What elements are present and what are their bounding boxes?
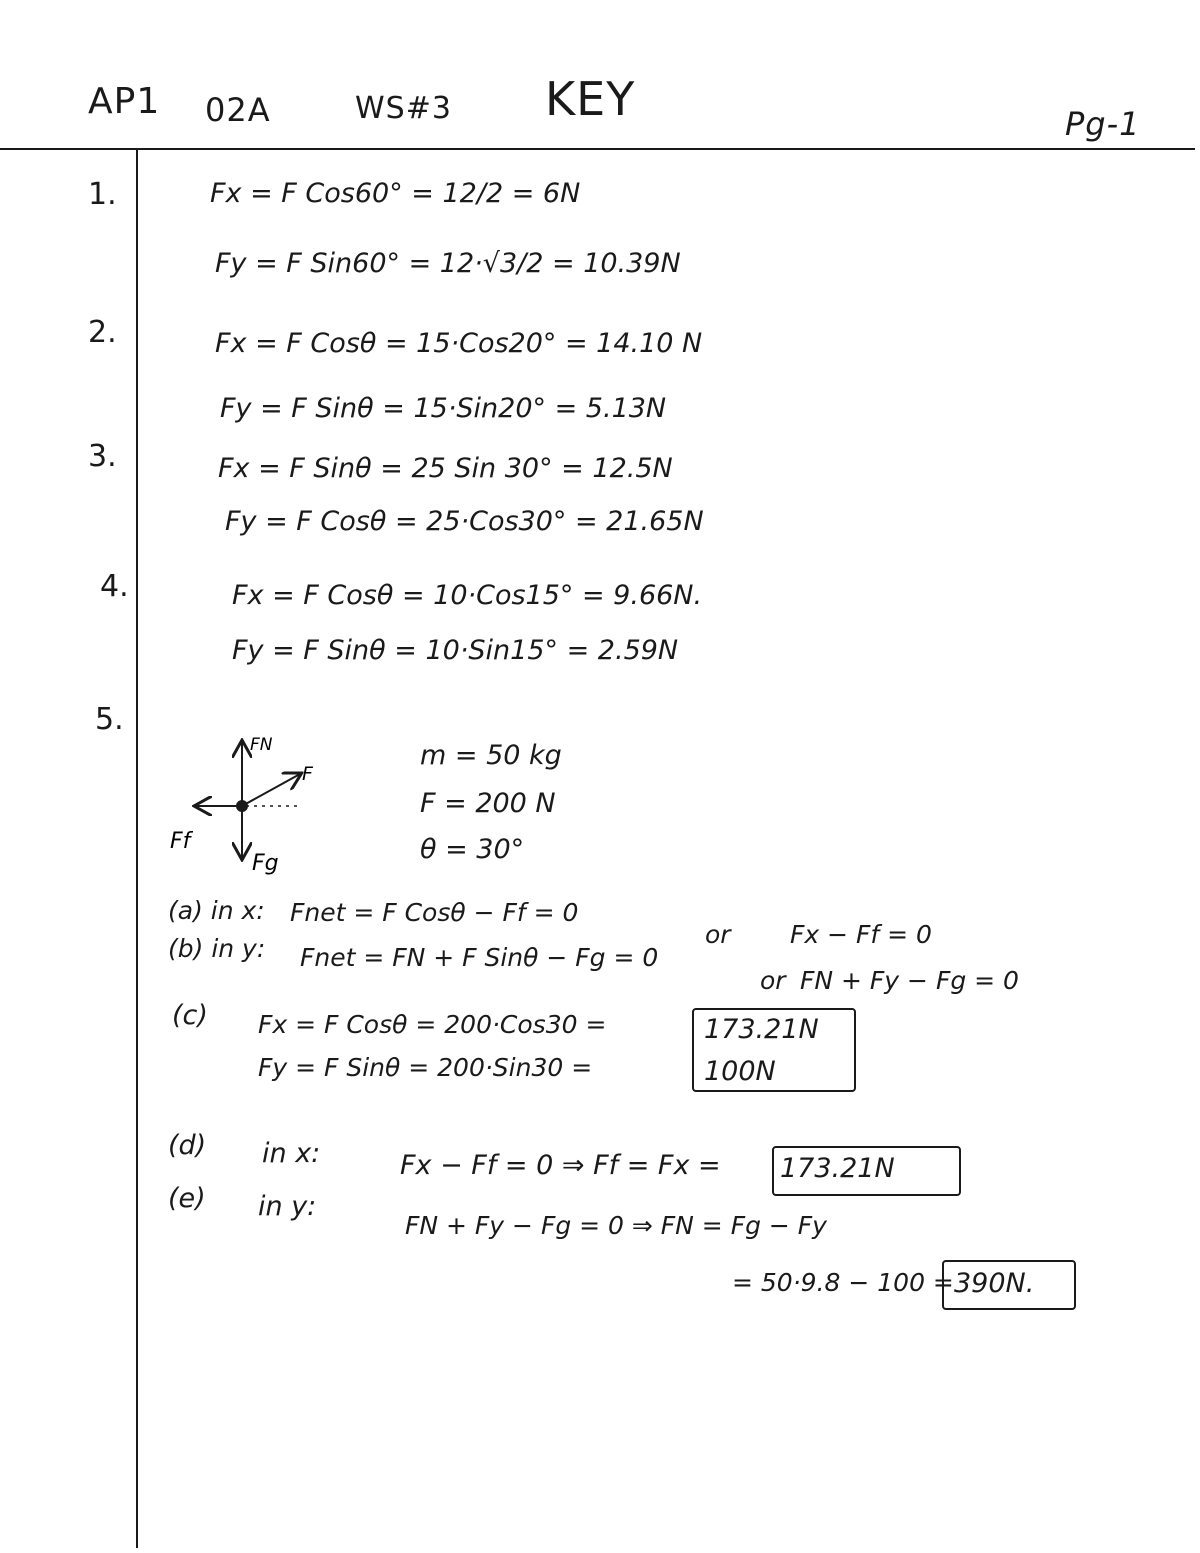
free-body-diagram (160, 730, 360, 900)
page-number: Pg-1 (1065, 105, 1141, 143)
part-c-label: (c) (172, 1000, 208, 1031)
problem-1-fy: Fy = F Sin60° = 12·√3/2 = 10.39N (215, 248, 681, 279)
part-b-label: (b) in y: (168, 934, 266, 963)
part-e-direction: in y: (258, 1191, 317, 1222)
part-e-calculation: = 50·9.8 − 100 = (732, 1268, 954, 1297)
course-label: AP1 (88, 81, 161, 122)
part-c-fx: Fx = F Cosθ = 200·Cos30 = (258, 1010, 607, 1039)
part-d-equation: Fx − Ff = 0 ⇒ Ff = Fx = (400, 1150, 721, 1181)
unit-label: 02A (205, 91, 271, 129)
fg-label: Fg (252, 851, 279, 876)
part-d-direction: in x: (262, 1138, 321, 1169)
object-dot (236, 800, 248, 812)
header-rule (0, 148, 1195, 150)
part-e-label: (e) (168, 1183, 206, 1214)
problem-1-number: 1. (88, 177, 117, 212)
part-c-answer-fy: 100N (704, 1056, 776, 1087)
problem-1-fx: Fx = F Cos60° = 12/2 = 6N (210, 178, 581, 209)
problem-3-fy: Fy = F Cosθ = 25·Cos30° = 21.65N (225, 506, 704, 537)
part-e-answer: 390N. (954, 1268, 1035, 1299)
given-mass: m = 50 kg (420, 740, 562, 771)
part-a-equation: Fnet = F Cosθ − Ff = 0 (290, 898, 579, 927)
part-a-alternative: Fx − Ff = 0 (790, 920, 932, 949)
worksheet-label: WS#3 (355, 91, 452, 126)
given-angle: θ = 30° (420, 834, 525, 865)
problem-4-fx: Fx = F Cosθ = 10·Cos15° = 9.66N. (232, 580, 703, 611)
problem-3-fx: Fx = F Sinθ = 25 Sin 30° = 12.5N (218, 453, 673, 484)
part-b-alternative: FN + Fy − Fg = 0 (800, 966, 1019, 995)
margin-rule (136, 148, 138, 1548)
problem-4-number: 4. (100, 569, 129, 604)
applied-force-arrow (242, 774, 300, 806)
problem-2-number: 2. (88, 315, 117, 350)
part-e-equation: FN + Fy − Fg = 0 ⇒ FN = Fg − Fy (405, 1211, 827, 1240)
problem-5-number: 5. (95, 702, 124, 737)
f-label: F (302, 763, 313, 785)
problem-4-fy: Fy = F Sinθ = 10·Sin15° = 2.59N (232, 635, 679, 666)
part-d-label: (d) (168, 1130, 207, 1161)
part-a-label: (a) in x: (168, 896, 265, 925)
part-b-or: or (760, 966, 786, 995)
given-force: F = 200 N (420, 788, 556, 819)
part-b-equation: Fnet = FN + F Sinθ − Fg = 0 (300, 943, 659, 972)
problem-2-fx: Fx = F Cosθ = 15·Cos20° = 14.10 N (215, 328, 703, 359)
part-c-answer-fx: 173.21N (704, 1014, 819, 1045)
free-body-diagram-svg (160, 730, 360, 900)
problem-2-fy: Fy = F Sinθ = 15·Sin20° = 5.13N (220, 393, 667, 424)
problem-3-number: 3. (88, 439, 117, 474)
ff-label: Ff (170, 829, 191, 854)
fn-label: FN (250, 735, 273, 755)
part-c-fy: Fy = F Sinθ = 200·Sin30 = (258, 1053, 593, 1082)
key-label: KEY (545, 72, 636, 126)
part-a-or: or (705, 920, 731, 949)
part-d-answer: 173.21N (780, 1153, 895, 1184)
